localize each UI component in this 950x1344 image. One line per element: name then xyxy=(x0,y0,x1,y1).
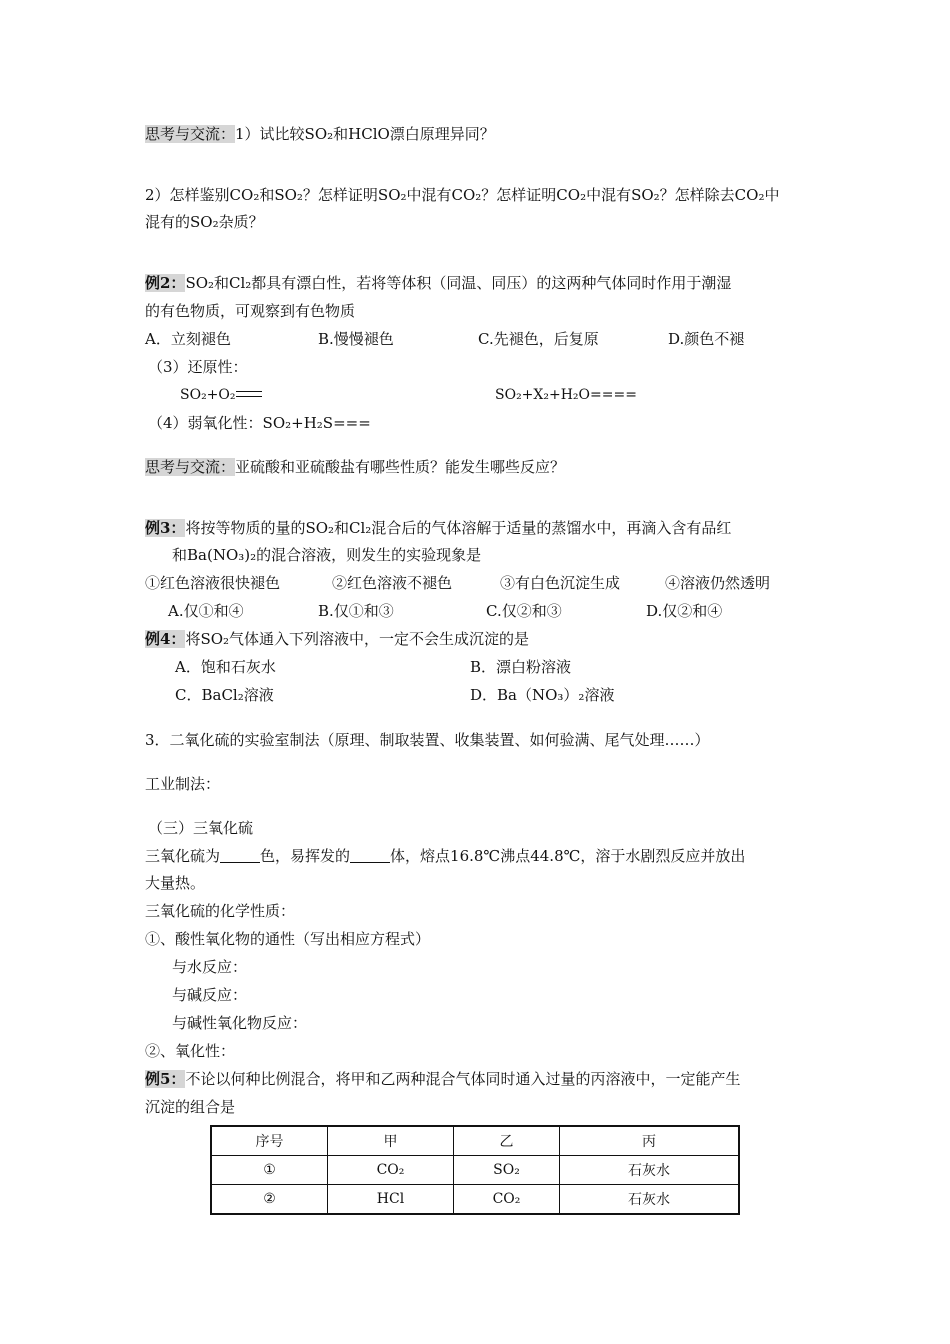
section-3-title: 3．二氧化硫的实验室制法（原理、制取装置、收集装置、如何验满、尾气处理……） xyxy=(145,731,710,749)
example-4-option-a: A．饱和石灰水 xyxy=(175,658,276,676)
example-2-line1 xyxy=(145,273,731,293)
example-3-label: 例3： xyxy=(145,519,186,537)
example-2-text: SO₂和Cl₂都具有漂白性，若将等体积（同温、同压）的这两种气体同时作用于潮湿 xyxy=(185,274,732,292)
example-5-table xyxy=(210,1125,740,1215)
example-5-line1 xyxy=(145,1069,740,1089)
table-cell: ① xyxy=(211,1156,328,1185)
so3-acid-oxide: ①、酸性氧化物的通性（写出相应方程式） xyxy=(145,930,431,948)
example-4-option-c: C．BaCl₂溶液 xyxy=(175,686,274,704)
example-2-label: 例2： xyxy=(145,274,186,292)
example-2-option-d: D.颜色不褪 xyxy=(668,330,745,348)
example-4-option-b: B．漂白粉溶液 xyxy=(470,658,572,676)
example-3-item-4: ④溶液仍然透明 xyxy=(665,574,771,592)
table-cell: HCl xyxy=(328,1185,454,1215)
table-header-cell: 丙 xyxy=(560,1126,740,1156)
table-cell: 石灰水 xyxy=(560,1185,740,1215)
table-header-cell: 乙 xyxy=(454,1126,560,1156)
example-3-item-1: ①红色溶液很快褪色 xyxy=(145,574,281,592)
example-4-label: 例4： xyxy=(145,630,186,648)
so3-with-base: 与碱反应： xyxy=(172,986,248,1004)
fill-blank-2[interactable] xyxy=(350,848,390,863)
so3-desc-line2: 大量热。 xyxy=(145,874,206,892)
example-2-line2: 的有色物质，可观察到有色物质 xyxy=(145,302,356,320)
example-5-text: 不论以何种比例混合，将甲和乙两种混合气体同时通入过量的丙溶液中，一定能产生 xyxy=(185,1070,741,1088)
table-cell: CO₂ xyxy=(328,1156,454,1185)
table-cell: CO₂ xyxy=(454,1185,560,1215)
so3-oxidizing: ②、氧化性： xyxy=(145,1042,236,1060)
so3-with-basic-oxide: 与碱性氧化物反应： xyxy=(172,1014,308,1032)
question-2-line1: 2）怎样鉴别CO₂和SO₂？怎样证明SO₂中混有CO₂？怎样证明CO₂中混有SO₂？怎样除去CO₂中 xyxy=(145,186,780,204)
think-exchange-2 xyxy=(145,457,565,477)
example-3-option-a: A.仅①和④ xyxy=(168,602,244,620)
think-text-2: 亚硫酸和亚硫酸盐有哪些性质？能发生哪些反应？ xyxy=(235,458,566,476)
table-header-cell: 甲 xyxy=(328,1126,454,1156)
table-header-cell: 序号 xyxy=(211,1126,328,1156)
table-header-row xyxy=(211,1126,739,1156)
so3-title: （三）三氧化硫 xyxy=(148,819,254,837)
example-3-option-d: D.仅②和④ xyxy=(646,602,723,620)
table-cell: ② xyxy=(211,1185,328,1215)
so3-chem-props: 三氧化硫的化学性质： xyxy=(145,902,296,920)
example-5-line2: 沉淀的组合是 xyxy=(145,1098,236,1116)
question-2-line2: 混有的SO₂杂质？ xyxy=(145,213,264,231)
so3-desc-line1 xyxy=(145,846,745,866)
think-exchange-1 xyxy=(145,124,495,144)
weak-oxidizing: （4）弱氧化性：SO₂+H₂S=== xyxy=(148,414,371,432)
industrial-method: 工业制法： xyxy=(145,775,221,793)
example-4-option-d: D．Ba（NO₃）₂溶液 xyxy=(470,686,615,704)
table-cell: 石灰水 xyxy=(560,1156,740,1185)
so3-desc-c: 体，熔点16.8℃沸点44.8℃，溶于水剧烈反应并放出 xyxy=(390,847,746,865)
reducing-title: （3）还原性： xyxy=(148,358,248,376)
table-cell: SO₂ xyxy=(454,1156,560,1185)
so3-desc-b: 色，易挥发的 xyxy=(260,847,351,865)
example-4-line1 xyxy=(145,629,529,649)
equilibrium-arrow-icon xyxy=(236,388,262,400)
fill-blank-1[interactable] xyxy=(220,848,260,863)
example-3-text: 将按等物质的量的SO₂和Cl₂混合后的气体溶解于适量的蒸馏水中，再滴入含有品红 xyxy=(185,519,732,537)
table-row xyxy=(211,1185,739,1215)
example-2-option-a: A．立刻褪色 xyxy=(145,330,231,348)
so3-with-water: 与水反应： xyxy=(172,958,248,976)
think-text: 1）试比较SO₂和HClO漂白原理异同？ xyxy=(235,125,495,143)
example-2-option-c: C.先褪色，后复原 xyxy=(478,330,599,348)
reducing-eq2: SO₂+X₂+H₂O==== xyxy=(495,387,637,403)
table-row xyxy=(211,1156,739,1185)
example-3-option-c: C.仅②和③ xyxy=(486,602,562,620)
example-3-item-2: ②红色溶液不褪色 xyxy=(332,574,453,592)
so3-desc-a: 三氧化硫为 xyxy=(145,847,221,865)
example-3-item-3: ③有白色沉淀生成 xyxy=(500,574,621,592)
reducing-eq1-text: SO₂+O₂ xyxy=(180,387,236,403)
example-5-label: 例5： xyxy=(145,1070,186,1088)
reducing-eq1 xyxy=(180,385,262,405)
example-2-option-b: B.慢慢褪色 xyxy=(318,330,394,348)
example-3-option-b: B.仅①和③ xyxy=(318,602,394,620)
think-label: 思考与交流： xyxy=(145,125,236,143)
example-4-text: 将SO₂气体通入下列溶液中，一定不会生成沉淀的是 xyxy=(185,630,530,648)
example-3-line2: 和Ba(NO₃)₂的混合溶液，则发生的实验现象是 xyxy=(172,546,482,564)
example-3-line1 xyxy=(145,518,731,538)
think-label-2: 思考与交流： xyxy=(145,458,236,476)
